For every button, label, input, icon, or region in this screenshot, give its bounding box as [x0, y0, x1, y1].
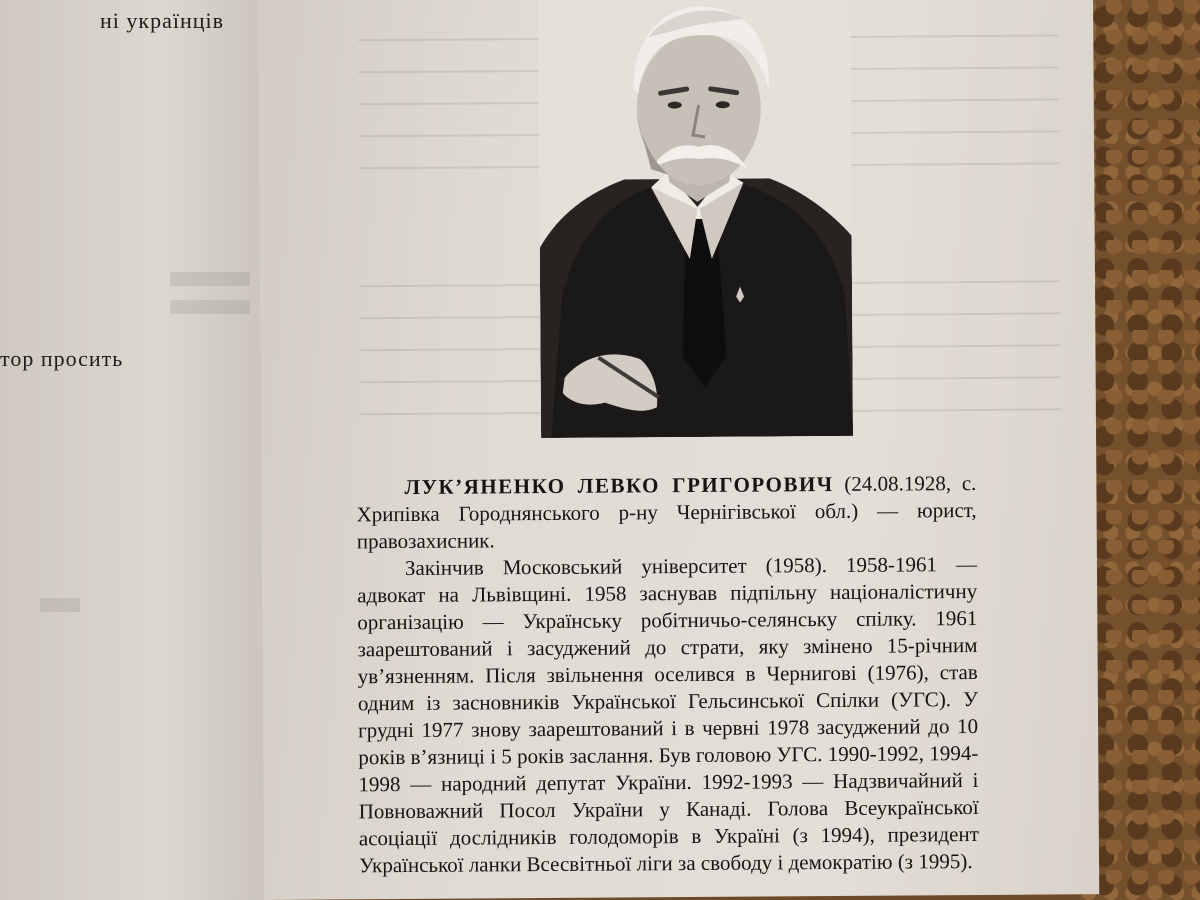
- biography-text: [356, 470, 979, 879]
- right-page: [258, 0, 1099, 900]
- bleed-through-mark: [40, 598, 80, 612]
- biography-header-details: (24.08.1928, с. Хрипівка Городнянського р-ну Чернігівської обл.) — юрист, правозахисник.: [356, 470, 977, 554]
- left-page-text-fragment: тор просить: [0, 346, 124, 371]
- biography-header: [356, 470, 977, 555]
- bleed-through-mark: [170, 300, 250, 314]
- left-page: [0, 0, 272, 900]
- portrait-photo-illustration: [538, 0, 853, 438]
- biography-body: Закінчив Московський університет (1958). 1958-1961 — адвокат на Львівщині. 1958 заснував підпільну націоналістичну організацію — Українську робітничьо-селянську спілку. 1961 заарештований і засуджений до страти, яку змінено 15-річним ув’язненням. Після звільнення оселився в Чернигові (1976), став одним із засновників Української Гельсинської Спілки (УГС). У грудні 1977 знову заарештований і в червні 1978 засуджений до 10 років в’язниці і 5 років заслання. Був головою УГС. 1990-1992, 1994-1998 — народний депутат України. 1992-1993 — Надзвичайний і Повноважний Посол України у Канаді. Голова Всеукраїнської асоціації дослідників голодоморів в Україні (з 1994), президент Української ланки Всесвітньої ліги за свободу і демократію (з 1995).: [357, 551, 979, 878]
- left-page-text-fragment: ні українців: [100, 8, 224, 33]
- portrait-photo: [538, 0, 853, 438]
- bleed-through-mark: [170, 272, 250, 286]
- person-name: ЛУК’ЯНЕНКО ЛЕВКО ГРИГОРОВИЧ: [404, 471, 834, 499]
